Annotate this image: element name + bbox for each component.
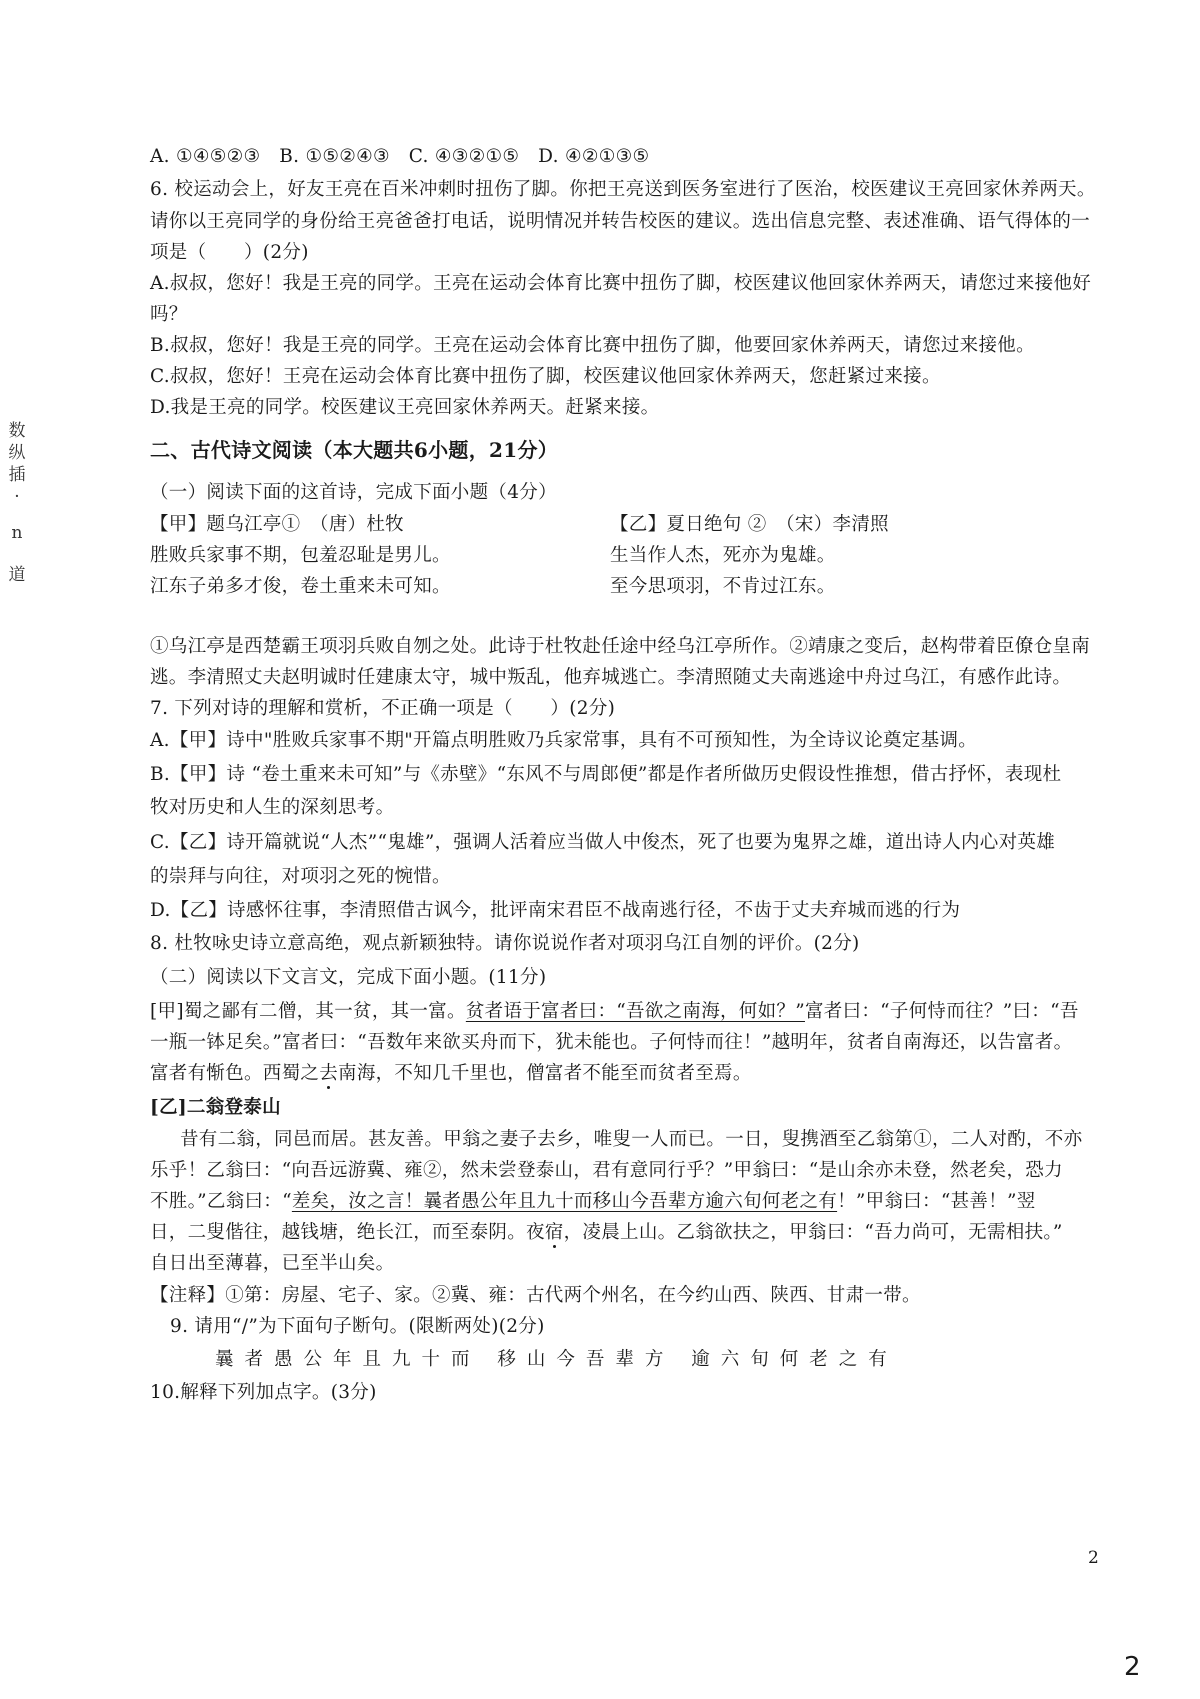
passage-text: 日，二叟偕往，越钱塘，绝长江，而至泰阴。夜: [150, 1222, 545, 1243]
underlined-sentence: 曩者愚公年且九十而移山今吾辈方逾六旬何老之有: [423, 1191, 838, 1212]
q6-option-a: A.叔叔，您好！我是王亮的同学。王亮在运动会体育比赛中扭伤了脚，校医建议他回家休养两天，请您过来接他好: [150, 273, 1092, 294]
passage-note: 【注释】①第：房屋、宅子、家。②冀、雍：古代两个州名，在今约山西、陕西、甘肃一带。: [150, 1285, 921, 1306]
q7-option-d: D.【乙】诗感怀往事，李清照借古讽今，批评南宋君臣不战南逃行径，不齿于丈夫弃城而逃的行为: [150, 900, 961, 921]
poem-b-line: 至今思项羽，不肯过江东。: [610, 576, 836, 597]
passage-text: 富者有惭色。西蜀之: [150, 1063, 320, 1084]
passage-text: ！”甲翁曰：“甚善！”翌: [837, 1191, 1036, 1212]
part1-heading: （一）阅读下面的这首诗，完成下面小题（4分）: [150, 482, 557, 503]
section-title: 二、古代诗文阅读（本大题共6小题，21分）: [150, 438, 559, 462]
passage-jia-line: 一瓶一钵足矣。”富者曰：“吾数年来欲买舟而下，犹未能也。子何恃而往！”越明年，贫者自南海还，以告富者。: [150, 1032, 1073, 1053]
q7-stem: 7. 下列对诗的理解和赏析，不正确一项是（ ）(2分): [150, 698, 616, 719]
q7-option-a: A.【甲】诗中"胜败兵家事不期"开篇点明胜败乃兵家常事，具有不可预知性，为全诗议论奠定基调。: [150, 730, 978, 751]
passage-yi-line: 昔有二翁，同邑而居。甚友善。甲翁之妻子去乡，唯叟一人而已。一日，叟携酒至乙翁第①，二人对酌，不亦: [180, 1129, 1083, 1150]
margin-char: 道: [8, 565, 26, 585]
page-number-large: 2: [1124, 1652, 1141, 1682]
margin-char: 数: [8, 421, 26, 441]
q10-stem: 10.解释下列加点字。(3分): [150, 1382, 377, 1403]
q6-option-d: D.我是王亮的同学。校医建议王亮回家休养两天。赶紧来接。: [150, 397, 660, 418]
dotted-character: 宿: [544, 1222, 564, 1243]
passage-text: ，凌晨上山。乙翁欲扶之，甲翁曰：“吾力尚可，无需相扶。”: [563, 1222, 1063, 1243]
passage-jia-line: [150, 1059, 752, 1089]
poem-note: 逃。李清照丈夫赵明诚时任建康太守，城中叛乱，他弃城逃亡。李清照随丈夫南逃途中舟过乌江，有感作此诗。: [150, 667, 1072, 688]
margin-char: ·: [14, 487, 20, 507]
binding-margin-text: [4, 420, 30, 586]
q9-stem: 9. 请用“/”为下面句子断句。(限断两处)(2分): [170, 1316, 545, 1337]
q7-option-c: C.【乙】诗开篇就说“人杰”“鬼雄”，强调人活着应当做人中俊杰，死了也要为鬼界之雄，道出诗人内心对英雄: [150, 832, 1056, 853]
passage-yi-line: 乐乎！乙翁曰：“向吾远游冀、雍②，然未尝登泰山，君有意同行乎？”甲翁曰：“是山余亦未登，然老矣，恐力: [150, 1160, 1063, 1181]
page-number: 2: [1088, 1548, 1099, 1568]
underlined-sentence: 差矣，汝之言！: [291, 1191, 424, 1212]
passage-text: 不胜。”乙翁曰：“: [150, 1191, 292, 1212]
underlined-sentence: 贫者语于富者曰：“吾欲之南海，何如？”: [465, 1001, 805, 1022]
q6-option-a-cont: 吗？: [150, 304, 188, 325]
passage-yi-line: [150, 1187, 1036, 1217]
poem-b-title: 【乙】夏日绝句 ② （宋）李清照: [610, 514, 889, 535]
passage-yi-line: [150, 1218, 1063, 1248]
part2-heading: （二）阅读以下文言文，完成下面小题。(11分): [150, 967, 547, 988]
q6-stem-line: 请你以王亮同学的身份给王亮爸爸打电话，说明情况并转告校医的建议。选出信息完整、表述准确、语气得体的一: [150, 211, 1091, 232]
q6-stem-line: 6. 校运动会上，好友王亮在百米冲刺时扭伤了脚。你把王亮送到医务室进行了医治，校医建议王亮回家休养两天。: [150, 179, 1096, 200]
passage-yi-title: [乙]二翁登泰山: [150, 1097, 281, 1118]
q7-option-c-cont: 的崇拜与向往，对项羽之死的惋惜。: [150, 866, 451, 887]
q9-sentence: 曩者愚公年且九十而 移山今吾辈方 逾六旬何老之有: [215, 1349, 898, 1370]
q6-option-c: C.叔叔，您好！王亮在运动会体育比赛中扭伤了脚，校医建议他回家休养两天，您赶紧过来接。: [150, 366, 941, 387]
q6-stem-line: 项是（ ）(2分): [150, 242, 309, 263]
passage-jia-line: [150, 997, 1079, 1027]
q8-stem: 8. 杜牧咏史诗立意高绝，观点新颖独特。请你说说作者对项羽乌江自刎的评价。(2分): [150, 933, 860, 954]
q7-option-b-cont: 牧对历史和人生的深刻思考。: [150, 797, 395, 818]
poem-a-line: 胜败兵家事不期，包羞忍耻是男儿。: [150, 545, 451, 566]
passage-text: 南海，不知几千里也，僧富者不能至而贫者至焉。: [338, 1063, 752, 1084]
dotted-character: 去: [319, 1063, 339, 1084]
margin-char: 插: [8, 465, 26, 485]
poem-a-line: 江东子弟多才俊，卷土重来未可知。: [150, 576, 451, 597]
poem-note: ①乌江亭是西楚霸王项羽兵败自刎之处。此诗于杜牧赴任途中经乌江亭所作。②靖康之变后，赵构带着臣僚仓皇南: [150, 636, 1091, 657]
passage-text: 富者曰：“子何恃而往？”曰：“吾: [804, 1001, 1079, 1022]
q7-option-b: B.【甲】诗 “卷土重来未可知”与《赤壁》“东风不与周郎便”都是作者所做历史假设性推想，借古抒怀，表现杜: [150, 764, 1062, 785]
margin-char: n: [11, 523, 23, 543]
passage-text: [甲]蜀之鄙有二僧，其一贫，其一富。: [150, 1001, 466, 1022]
passage-yi-line: 自日出至薄暮，已至半山矣。: [150, 1253, 395, 1274]
q6-option-b: B.叔叔，您好！我是王亮的同学。王亮在运动会体育比赛中扭伤了脚，他要回家休养两天，请您过来接他。: [150, 335, 1035, 356]
q5-options: A. ①④⑤②③ B. ①⑤②④③ C. ④③②①⑤ D. ④②①③⑤: [150, 146, 650, 167]
poem-a-title: 【甲】题乌江亭① （唐）杜牧: [150, 514, 404, 535]
margin-char: 纵: [8, 443, 26, 463]
poem-b-line: 生当作人杰，死亦为鬼雄。: [610, 545, 836, 566]
